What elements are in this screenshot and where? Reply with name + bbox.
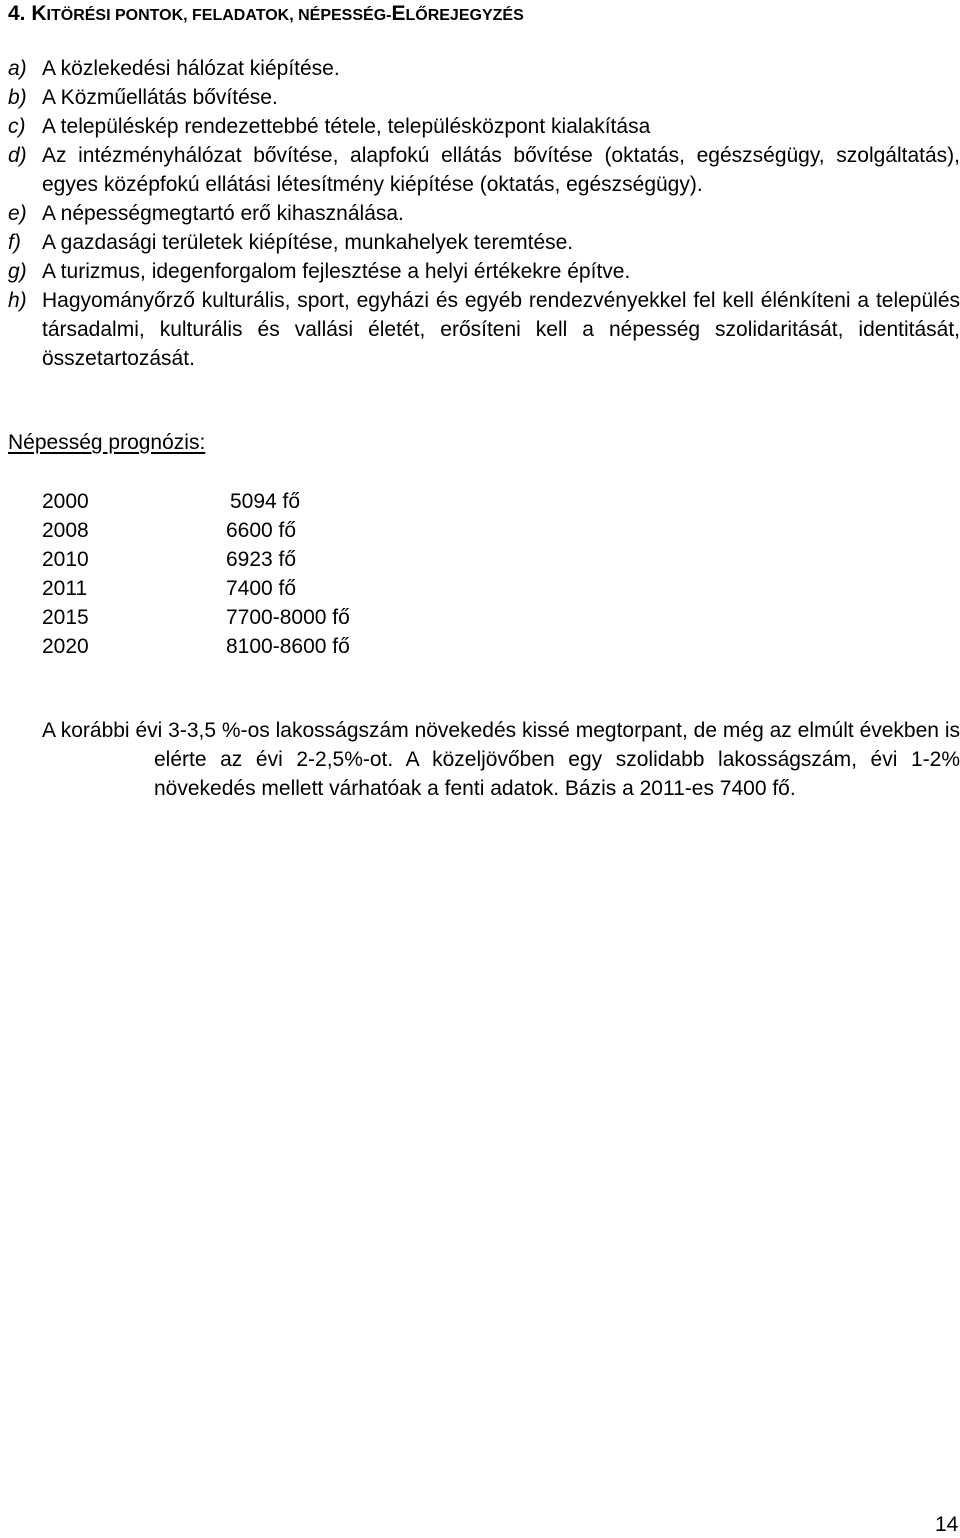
- list-item-text: A népességmegtartó erő kihasználása.: [42, 202, 404, 225]
- list-marker: d): [8, 144, 27, 167]
- year-cell: 2008: [42, 519, 89, 542]
- table-row: [42, 574, 350, 603]
- list-marker: h): [8, 289, 27, 312]
- list-item: [8, 83, 960, 112]
- goals-list: [8, 54, 960, 373]
- list-item: [8, 286, 960, 373]
- list-item: [8, 228, 960, 257]
- list-item-text: A településkép rendezettebbé tétele, településközpont kialakítása: [42, 115, 651, 138]
- list-item-text: A közlekedési hálózat kiépítése.: [42, 57, 340, 80]
- list-item: [8, 112, 960, 141]
- list-item-text: A Közműellátás bővítése.: [42, 86, 278, 109]
- population-cell: 7700-8000 fő: [226, 606, 350, 629]
- section-number: 4.: [8, 2, 32, 25]
- page-number: 14: [935, 1513, 959, 1536]
- list-item: [8, 54, 960, 83]
- heading-rest-2: LŐREJEGYZÉS: [405, 7, 524, 24]
- population-cell: 8100-8600 fő: [226, 635, 350, 658]
- population-cell: 6923 fő: [226, 548, 297, 571]
- table-row: [42, 487, 350, 516]
- list-marker: f): [8, 231, 21, 254]
- year-cell: 2011: [42, 577, 88, 600]
- list-item-text: Hagyományőrző kulturális, sport, egyházi és egyéb rendezvényekkel fel kell élénkíteni a település társadalmi, kulturális és vallási életét, erősíteni kell a népesség szolidaritását, identitását, összetartozását.: [42, 289, 960, 370]
- list-marker: b): [8, 86, 27, 109]
- year-cell: 2010: [42, 548, 89, 571]
- summary-paragraph: A korábbi évi 3-3,5 %-os lakosságszám növekedés kissé megtorpant, de még az elmúlt években is elérte az évi 2-2,5%-ot. A közeljövőben egy szolidabb lakosságszám, évi 1-2% növekedés mellett várhatóak a fenti adatok. Bázis a 2011-es 7400 fő.: [42, 719, 960, 800]
- list-item-text: A gazdasági területek kiépítése, munkahelyek teremtése.: [42, 231, 574, 254]
- year-cell: 2020: [42, 635, 89, 658]
- list-marker: a): [8, 57, 27, 80]
- list-marker: g): [8, 260, 27, 283]
- heading-cap-1: K: [31, 2, 47, 25]
- list-item-text: Az intézményhálózat bővítése, alapfokú ellátás bővítése (oktatás, egészségügy, szolgáltatás), egyes középfokú ellátási létesítmény kiépítése (oktatás, egészségügy).: [42, 144, 960, 196]
- heading-cap-2: E: [391, 2, 406, 25]
- table-row: [42, 632, 350, 661]
- list-item: [8, 141, 960, 199]
- list-item: [8, 199, 960, 228]
- table-row: [42, 516, 350, 545]
- list-item: [8, 257, 960, 286]
- section-heading: [8, 0, 524, 30]
- population-cell: 7400 fő: [226, 577, 297, 600]
- population-cell: 5094 fő: [230, 490, 301, 513]
- list-marker: c): [8, 115, 26, 138]
- year-cell: 2015: [42, 606, 89, 629]
- heading-rest-1: ITÖRÉSI PONTOK, FELADATOK, NÉPESSÉG-: [46, 7, 392, 24]
- population-table: [42, 487, 350, 661]
- population-title: Népesség prognózis:: [8, 431, 206, 454]
- table-row: [42, 545, 350, 574]
- year-cell: 2000: [42, 490, 89, 513]
- population-cell: 6600 fő: [226, 519, 297, 542]
- list-item-text: A turizmus, idegenforgalom fejlesztése a helyi értékekre építve.: [42, 260, 631, 283]
- list-marker: e): [8, 202, 27, 225]
- table-row: [42, 603, 350, 632]
